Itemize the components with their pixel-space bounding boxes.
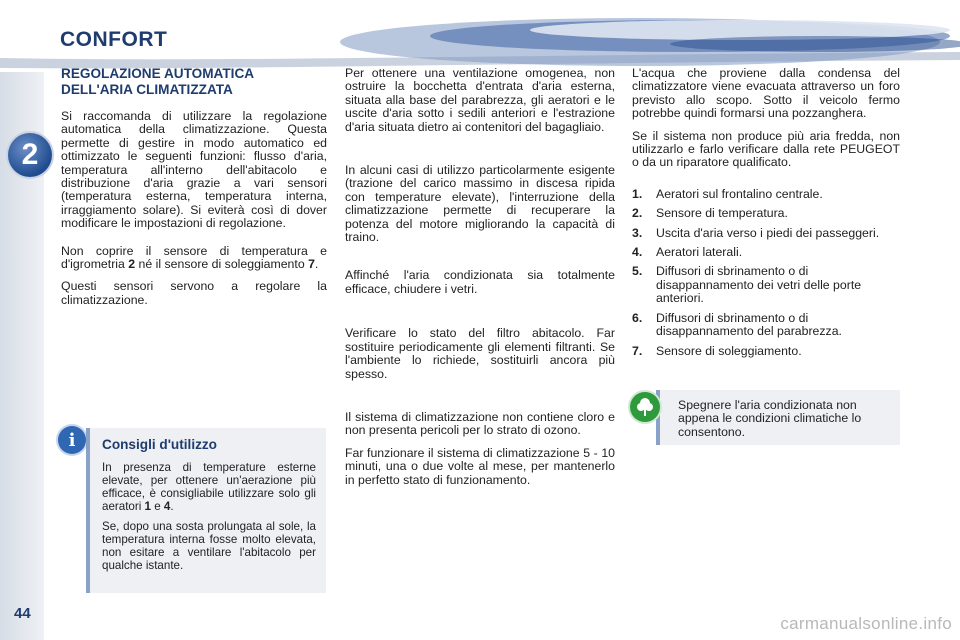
eco-tip-box	[656, 390, 900, 445]
windows-paragraph: Affinché l'aria condizionata sia totalmente efficace, chiudere i vetri.	[345, 268, 615, 296]
tips-box	[86, 428, 326, 593]
ozone-paragraph: Il sistema di climatizzazione non contiene cloro e non presenta pericoli per lo strato di ozono.	[345, 409, 615, 438]
sensor-purpose-paragraph: Questi sensori servono a regolare la climatizzazione.	[61, 279, 327, 307]
section-title: REGOLAZIONE AUTOMATICA DELL'ARIA CLIMATIZZATA	[61, 66, 254, 97]
legend-item: 7. Sensore di soleggiamento.	[632, 343, 802, 358]
legend-item: 3. Uscita d'aria verso i piedi dei passeggeri.	[632, 225, 880, 240]
sensor-warning-text-1: Non coprire il sensore di temperatura e d'igrometria	[61, 243, 327, 272]
maintenance-paragraph: Far funzionare il sistema di climatizzazione 5 - 10 minuti, una o due volte al mese, per mantenerlo in perfetto stato di funzionamento.	[345, 445, 615, 487]
sensor-ref-2: 2	[128, 257, 136, 272]
page-number: 44	[14, 605, 31, 622]
condensation-paragraph: L'acqua che proviene dalla condensa del climatizzatore viene evacuata attraverso un foro previsto allo scopo. Sotto il veicolo fermo potrebbe quindi formarsi una pozzanghera.	[632, 66, 900, 121]
eco-tip-text: Spegnere l'aria condizionata non appena le condizioni climatiche lo consentono.	[678, 398, 862, 439]
sensor-warning-text-2: né il sensore di soleggiamento	[135, 257, 309, 272]
legend-item: 4. Aeratori laterali.	[632, 245, 743, 260]
tree-icon	[630, 392, 660, 422]
tips-paragraph-1	[102, 461, 316, 513]
tips-ref-1: 1	[144, 500, 151, 513]
sensor-warning-paragraph	[61, 245, 327, 272]
legend-list	[632, 188, 900, 358]
chapter-badge: 2	[8, 133, 52, 177]
towing-paragraph: In alcuni casi di utilizzo particolarmente esigente (trazione del carico massimo in discesa ripida con temperature elevate), l'interruzione della climatizzazione permette di recuperare la potenza del motore migliorando la capacità di traino.	[345, 163, 615, 245]
tips-text-3: .	[170, 500, 174, 513]
tips-text-2: e	[150, 500, 164, 513]
watermark: carmanualsonline.info	[780, 614, 952, 633]
column-middle	[345, 67, 615, 496]
page-header-title: CONFORT	[60, 28, 168, 51]
sensor-ref-7: 7	[308, 257, 315, 272]
tips-title: Consigli d'utilizzo	[102, 437, 217, 452]
legend-item: 5. Diffusori di sbrinamento o di disappannamento dei vetri delle porte anteriori.	[632, 264, 862, 306]
service-paragraph: Se il sistema non produce più aria fredda, non utilizzarlo e farlo verificare dalla rete PEUGEOT o da un riparatore qualificato.	[632, 128, 900, 170]
legend-item: 2. Sensore di temperatura.	[632, 206, 788, 221]
tips-paragraph-2: Se, dopo una sosta prolungata al sole, la temperatura interna fosse molto elevata, non esitare a ventilare l'abitacolo per qualche istante.	[102, 520, 316, 572]
info-icon: i	[58, 426, 86, 454]
intro-paragraph: Si raccomanda di utilizzare la regolazione automatica della climatizzazione. Questa permette di gestire in modo automatico ed ottimizzato le seguenti funzioni: flusso d'aria, temperatura all'interno dell'abitacolo e distribuzione d'aria grazie a vari sensori (temperatura esterna, temperatura interna, irraggiamento solare). Si eviterà così di dover modificare le impostazioni di regolazione.	[61, 109, 327, 231]
tips-text-1: In presenza di temperature esterne elevate, per ottenere un'aerazione più efficace, è consigliabile utilizzare solo gli aeratori	[102, 461, 316, 513]
ventilation-paragraph: Per ottenere una ventilazione omogenea, non ostruire la bocchetta d'entrata d'aria esterna, situata alla base del parabrezza, gli aeratori e le uscite d'aria sotto i sedili anteriori e l'estrazione d'aria situata dietro ai contenitori del bagagliaio.	[345, 66, 615, 134]
column-left	[61, 66, 327, 316]
tips-ref-4: 4	[163, 500, 171, 513]
sensor-warning-text-3: .	[314, 257, 319, 272]
column-right	[632, 67, 900, 364]
legend-item: 1. Aeratori sul frontalino centrale.	[632, 186, 823, 201]
legend-item: 6. Diffusori di sbrinamento o di disappannamento del parabrezza.	[632, 310, 842, 339]
filter-paragraph: Verificare lo stato del filtro abitacolo. Far sostituire periodicamente gli elementi filtranti. Se l'ambiente lo richiede, sostituirli ancora più spesso.	[345, 326, 615, 381]
